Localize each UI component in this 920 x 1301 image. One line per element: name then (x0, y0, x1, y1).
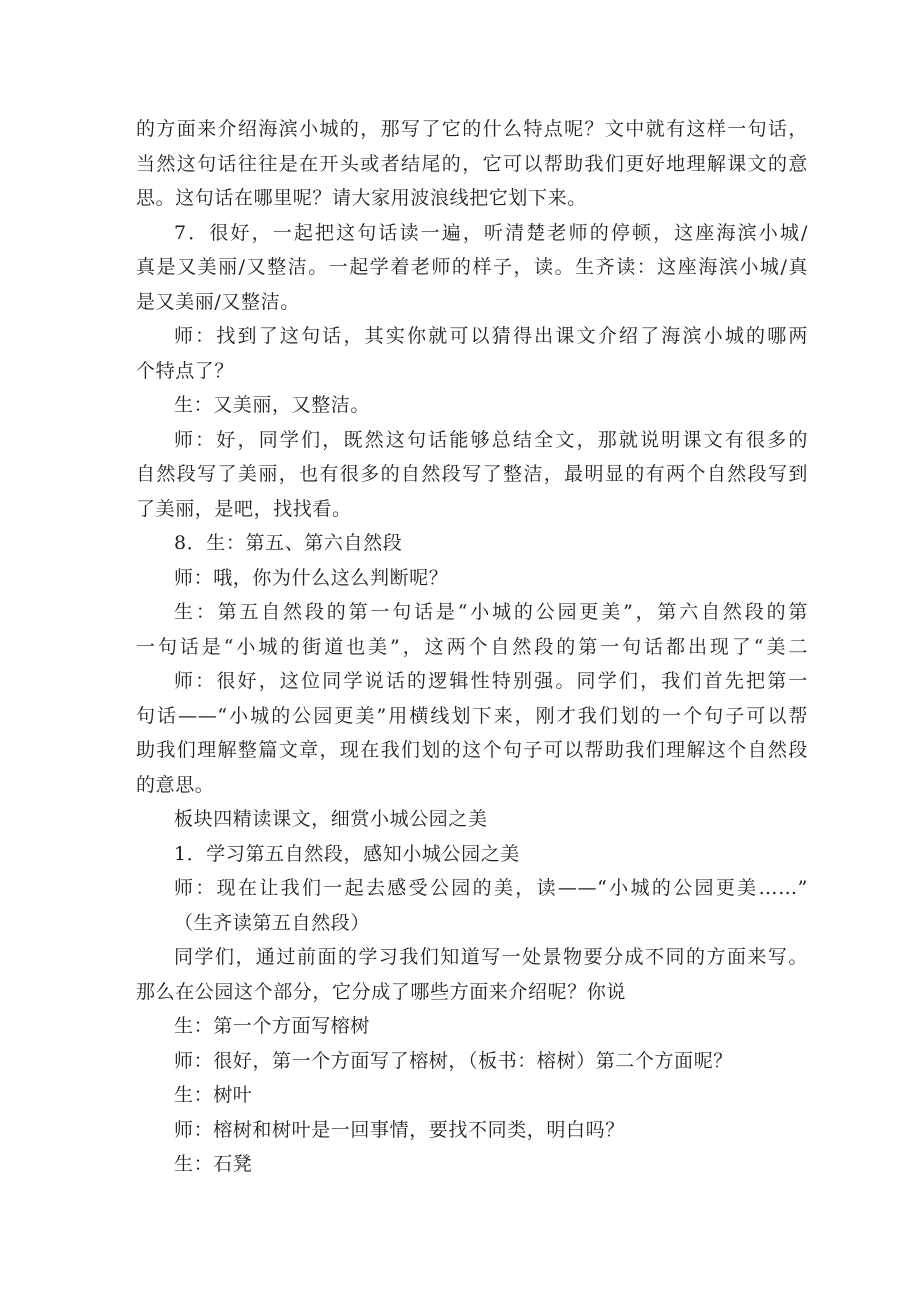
text-line: 思。这句话在哪里呢？请大家用波浪线把它划下来。 (136, 187, 587, 209)
text-line: 的方面来介绍海滨小城的，那写了它的什么特点呢？文中就有这样一句话， (136, 118, 808, 140)
text-line: 师：现在让我们一起去感受公园的美，读——“小城的公园更美……” (174, 877, 808, 899)
text-line: 了美丽，是吧，找找看。 (136, 497, 352, 520)
text-line: 同学们，通过前面的学习我们知道写一处景物要分成不同的方面来写。 (174, 946, 808, 968)
text-line: 8．生：第五、第六自然段 (174, 532, 403, 554)
text-line: 真是又美丽/又整洁。一起学着老师的样子，读。生齐读：这座海滨小城/真 (136, 256, 808, 278)
text-line: 生：第五自然段的第一句话是“小城的公园更美”，第六自然段的第 (174, 601, 808, 623)
text-line: 生：树叶 (174, 1084, 253, 1106)
text-line: 个特点了？ (136, 359, 235, 382)
text-line: 师：找到了这句话，其实你就可以猜得出课文介绍了海滨小城的哪两 (174, 325, 808, 347)
text-line: 生：第一个方面写榕树 (174, 1015, 371, 1037)
text-line: 是又美丽/又整洁。 (136, 290, 300, 313)
text-line: 师：哦，你为什么这么判断呢？ (174, 566, 449, 589)
text-line: 生：石凳 (174, 1153, 253, 1175)
lesson-transcript-text (136, 112, 808, 1182)
text-line: 7．很好，一起把这句话读一遍，听清楚老师的停顿，这座海滨小城/ (174, 221, 808, 244)
text-line: 助我们理解整篇文章，现在我们划的这个句子可以帮助我们理解这个自然段 (136, 739, 808, 761)
text-line: 1．学习第五自然段，感知小城公园之美 (174, 842, 520, 865)
text-line: 的意思。 (136, 773, 215, 796)
text-line: 师：好，同学们，既然这句话能够总结全文，那就说明课文有很多的 (174, 428, 808, 451)
text-line: （生齐读第五自然段） (174, 911, 371, 934)
text-line: 生：又美丽，又整洁。 (174, 394, 371, 416)
text-line: 句话——“小城的公园更美”用横线划下来，刚才我们划的一个句子可以帮 (136, 704, 808, 727)
text-line: 师：榕树和树叶是一回事情，要找不同类，明白吗？ (174, 1118, 625, 1141)
text-line: 一句话是“小城的街道也美”，这两个自然段的第一句话都出现了“美二 (136, 635, 808, 658)
text-line: 自然段写了美丽，也有很多的自然段写了整洁，最明显的有两个自然段写到 (136, 463, 808, 485)
text-line: 师：很好，这位同学说话的逻辑性特别强。同学们，我们首先把第一 (174, 670, 808, 692)
text-line: 师：很好，第一个方面写了榕树，（板书：榕树）第二个方面呢？ (174, 1049, 733, 1072)
text-line: 当然这句话往往是在开头或者结尾的，它可以帮助我们更好地理解课文的意 (136, 152, 808, 175)
text-line: 那么在公园这个部分，它分成了哪些方面来介绍呢？你说 (136, 980, 627, 1003)
text-line: 板块四精读课文，细赏小城公园之美 (174, 808, 488, 830)
